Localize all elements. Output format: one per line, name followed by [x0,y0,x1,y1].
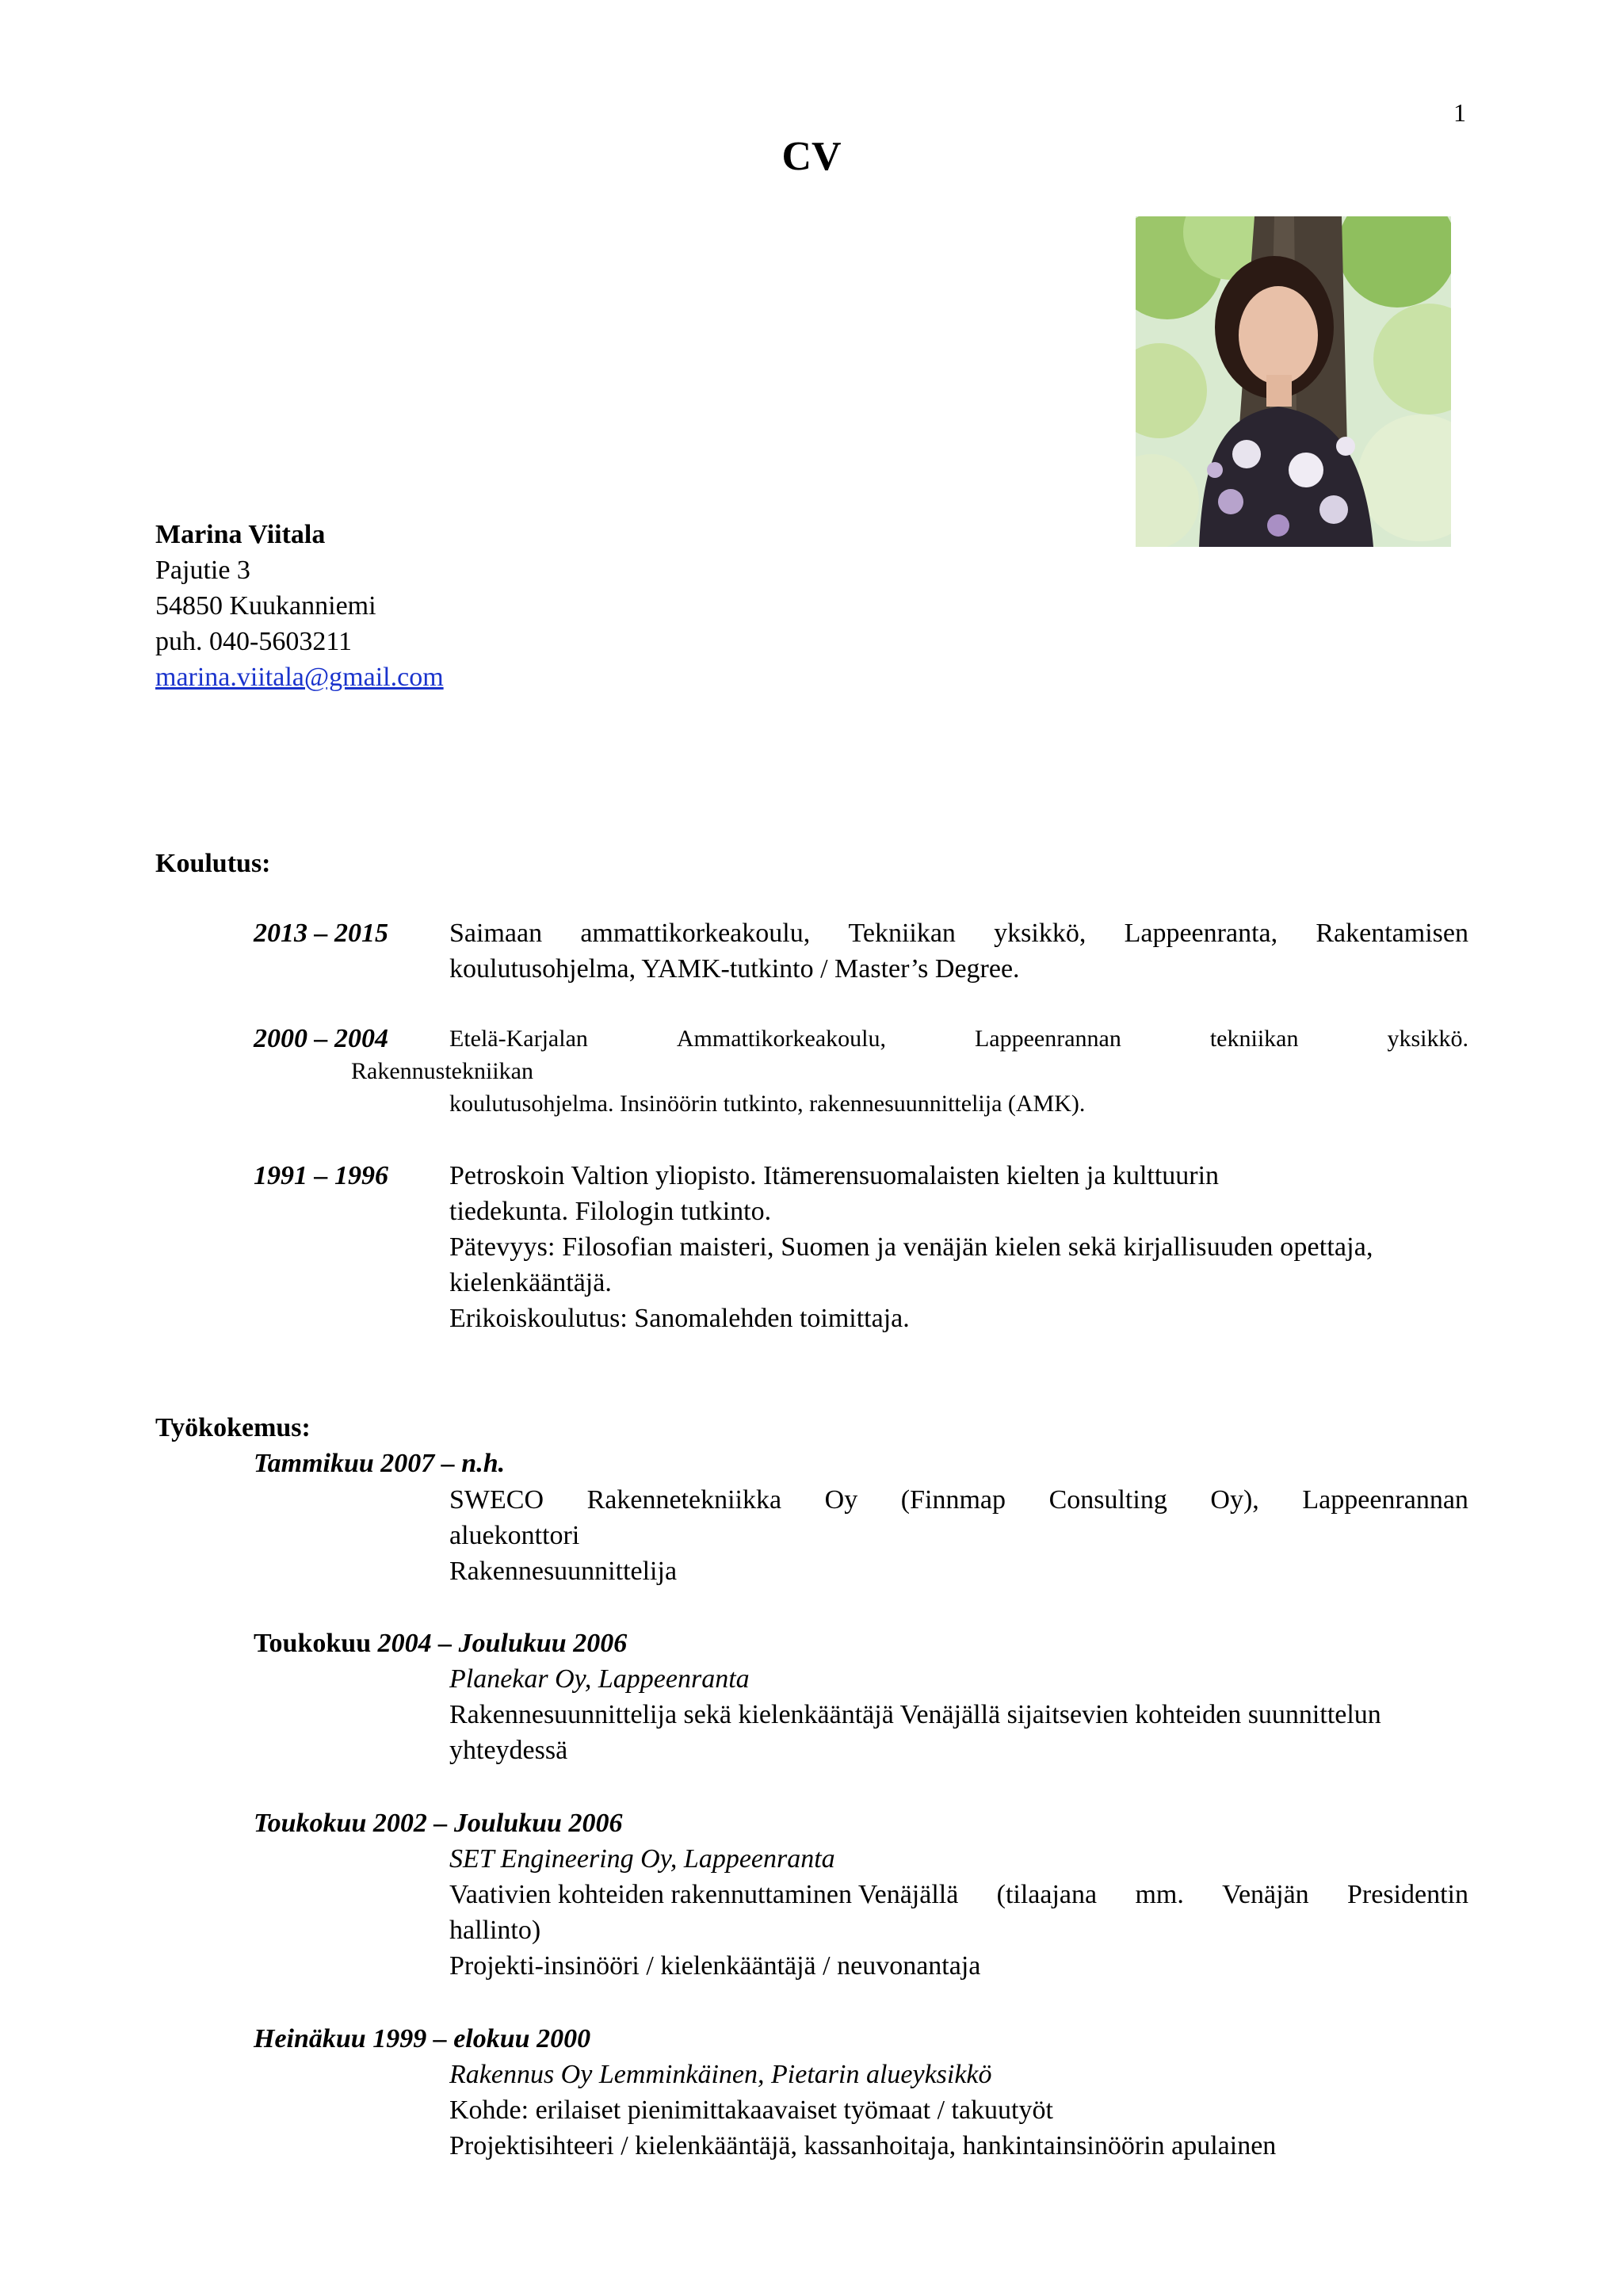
work-detail: Projekti-insinööri / kielenkääntäjä / neuvonantaja [449,1951,981,1981]
education-line: tiedekunta. Filologin tutkinto. [449,1197,772,1226]
word: Oy [824,1485,858,1515]
work-detail: Projektisihteeri / kielenkääntäjä, kassanhoitaja, hankintainsinöörin apulainen [449,2131,1277,2160]
word: (tilaajana [996,1880,1098,1909]
work-period-month: Toukokuu [254,1629,372,1658]
word: Vaativien kohteiden rakennuttaminen Venäjällä [449,1880,959,1909]
work-description [449,1877,1468,1912]
word: SWECO [449,1485,544,1515]
contact-email-link[interactable]: marina.viitala@gmail.com [155,663,444,692]
education-entry [449,915,1468,987]
work-period: Toukokuu 2002 – Joulukuu 2006 [254,1809,623,1838]
education-line: Pätevyys: Filosofian maisteri, Suomen ja venäjän kielen sekä kirjallisuuden opettaja, [449,1232,1373,1262]
education-entry [449,1022,1468,1055]
work-detail: Rakennesuunnittelija sekä kielenkääntäjä Venäjällä sijaitsevien kohteiden suunnittelun [449,1700,1381,1729]
word: yksikkö, [994,919,1086,948]
work-company: Planekar Oy, Lappeenranta [449,1664,750,1694]
profile-photo [1136,216,1451,547]
education-line: kielenkääntäjä. [449,1268,612,1297]
education-line: Rakennustekniikan [351,1058,533,1084]
education-line: koulutusohjelma. Insinöörin tutkinto, rakennesuunnittelija (AMK). [449,1091,1086,1117]
work-period: Heinäkuu 1999 – elokuu 2000 [254,2024,591,2053]
work-heading: Työkokemus: [155,1413,311,1442]
work-period: Tammikuu 2007 – n.h. [254,1449,506,1478]
education-line: koulutusohjelma, YAMK-tutkinto / Master’s Degree. [449,954,1020,984]
work-entry [449,1661,1468,1768]
education-line [449,1022,1468,1055]
work-company-line: aluekonttori [449,1521,580,1550]
work-company-line [449,1482,1468,1518]
page-number: 1 [1453,98,1466,127]
education-line: Erikoiskoulutus: Sanomalehden toimittaja. [449,1304,910,1333]
work-entry [449,1841,1468,1984]
word: Lappeenrannan [1302,1485,1468,1515]
word: mm. [1135,1880,1184,1909]
word: Tekniikan [848,919,956,948]
work-detail: yhteydessä [449,1736,568,1765]
work-entry [449,1482,1468,1589]
work-entry [449,2057,1468,2164]
contact-block [155,517,444,695]
work-company: Rakennus Oy Lemminkäinen, Pietarin alueyksikkö [449,2060,992,2089]
work-detail: hallinto) [449,1916,541,1945]
education-heading: Koulutus: [155,849,271,878]
word: Etelä-Karjalan [449,1026,588,1052]
contact-name: Marina Viitala [155,520,326,549]
education-entry [449,1158,1468,1336]
word: Ammattikorkeakoulu, [676,1026,886,1052]
education-years: 2013 – 2015 [254,919,388,948]
word: Consulting [1048,1485,1167,1515]
education-line [449,915,1468,951]
word: tekniikan [1209,1026,1299,1052]
work-period [254,1626,627,1661]
word: yksikkö. [1387,1026,1468,1052]
word: (Finnmap [900,1485,1006,1515]
work-detail: Rakennesuunnittelija [449,1557,678,1586]
contact-street: Pajutie 3 [155,556,250,585]
word: Oy), [1210,1485,1259,1515]
word: Lappeenranta, [1124,919,1278,948]
education-years: 1991 – 1996 [254,1161,388,1190]
education-line: Petroskoin Valtion yliopisto. Itämerensuomalaisten kielten ja kulttuurin [449,1161,1220,1190]
page-title: CV [781,134,842,179]
word: ammattikorkeakoulu, [580,919,811,948]
word: Venäjän [1222,1880,1309,1909]
contact-phone: puh. 040-5603211 [155,627,353,656]
work-period-rest: 2004 – Joulukuu 2006 [371,1629,628,1658]
word: Rakennetekniikka [586,1485,782,1515]
word: Lappeenrannan [974,1026,1121,1052]
work-company: SET Engineering Oy, Lappeenranta [449,1844,835,1874]
word: Rakentamisen [1316,919,1468,948]
word: Saimaan [449,919,543,948]
work-detail: Kohde: erilaiset pienimittakaavaiset työmaat / takuutyöt [449,2095,1053,2125]
word: Presidentin [1346,1880,1468,1909]
contact-city: 54850 Kuukanniemi [155,591,376,621]
education-years: 2000 – 2004 [254,1024,388,1053]
